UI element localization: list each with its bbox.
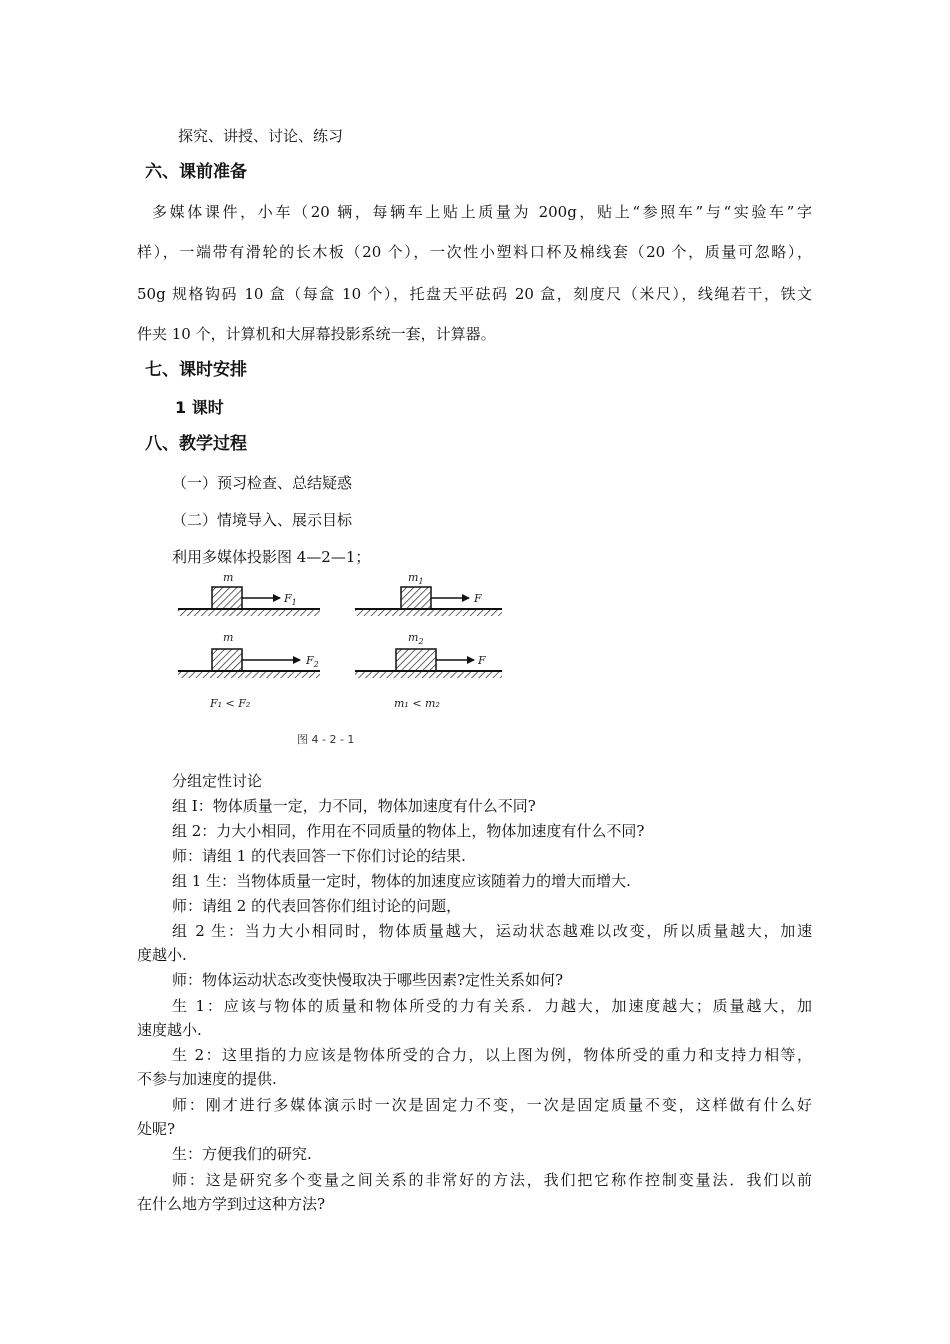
dialogue-line-8: 度越小.: [137, 946, 187, 964]
dialogue-line-5: 组 1 生：当物体质量一定时，物体的加速度应该随着力的增大而增大.: [172, 872, 631, 890]
figure-4-2-1: [172, 567, 507, 752]
step-1: （一）预习检查、总结疑惑: [172, 474, 353, 492]
label-f1: $F_1$: [284, 592, 297, 607]
dialogue-line-16: 生：方便我们的研究.: [172, 1145, 312, 1163]
label-f-bottom: F: [478, 654, 486, 667]
dialogue-line-11: 速度越小.: [137, 1021, 202, 1039]
section-8-heading: 八、教学过程: [145, 434, 247, 454]
section-6-heading: 六、课前准备: [145, 162, 247, 182]
label-m2: $m_2$: [408, 631, 424, 646]
force-mass-diagram: [172, 567, 507, 752]
block-m-bottom: [212, 649, 242, 671]
figure-caption: 图 4 - 2 - 1: [297, 733, 355, 746]
ground-hatch: [355, 610, 502, 616]
prep-line-3: 50g 规格钩码 10 盒（每盒 10 个），托盘天平砝码 20 盒，刻度尺（米尺），线绳若干，铁文: [137, 285, 812, 303]
dialogue-line-3: 组 2：力大小相同，作用在不同质量的物体上，物体加速度有什么不同?: [172, 822, 645, 840]
ground-hatch: [178, 610, 320, 616]
label-f2: $F_2$: [306, 654, 319, 669]
section-7-heading: 七、课时安排: [145, 360, 247, 380]
dialogue-line-9: 师：物体运动状态改变快慢取决于哪些因素?定性关系如何?: [172, 971, 564, 989]
step-2: （二）情境导入、展示目标: [172, 511, 353, 529]
label-m1: $m_1$: [408, 571, 424, 586]
prep-line-2: 样），一端带有滑轮的长木板（20 个），一次性小塑料口杯及棉线套（20 个，质量可忽略），: [137, 243, 812, 261]
panel-bottom-left: [178, 631, 320, 678]
dialogue-line-1: 分组定性讨论: [172, 772, 263, 790]
figure-intro: 利用多媒体投影图 4—2—1；: [172, 548, 371, 566]
dialogue-line-15: 处呢?: [137, 1120, 176, 1138]
dialogue-line-6: 师：请组 2 的代表回答你们组讨论的问题，: [172, 897, 462, 915]
dialogue-line-10: 生 1：应该与物体的质量和物体所受的力有关系．力越大，加速度越大；质量越大，加: [172, 997, 812, 1015]
block-m2: [396, 649, 436, 671]
comparison-forces: F₁ < F₂: [210, 697, 251, 710]
panel-top-right: [355, 571, 502, 616]
teaching-methods: 探究、讲授、讨论、练习: [178, 127, 344, 145]
dialogue-line-18: 在什么地方学到过这种方法?: [137, 1195, 326, 1213]
dialogue-line-7: 组 2 生：当力大小相同时，物体质量越大，运动状态越难以改变，所以质量越大，加速: [172, 922, 812, 940]
ground-hatch: [178, 672, 320, 678]
prep-line-4: 件夹 10 个，计算机和大屏幕投影系统一套，计算器。: [137, 325, 496, 343]
ground-hatch: [355, 672, 502, 678]
comparison-masses: m₁ < m₂: [394, 697, 440, 710]
label-f-top: F: [474, 592, 482, 605]
dialogue-line-4: 师：请组 1 的代表回答一下你们讨论的结果.: [172, 847, 466, 865]
dialogue-line-13: 不参与加速度的提供.: [137, 1070, 277, 1088]
dialogue-line-17: 师：这是研究多个变量之间关系的非常好的方法，我们把它称作控制变量法．我们以前: [172, 1171, 812, 1189]
dialogue-line-12: 生 2：这里指的力应该是物体所受的合力，以上图为例，物体所受的重力和支持力相等，: [172, 1046, 812, 1064]
prep-line-1: 多媒体课件，小车（20 辆，每辆车上贴上质量为 200g，贴上“参照车”与“实验车”字: [152, 203, 812, 221]
label-m-bottom: m: [223, 631, 234, 644]
dialogue-line-2: 组 I：物体质量一定，力不同，物体加速度有什么不同?: [172, 797, 536, 815]
lesson-count: 1 课时: [175, 398, 224, 417]
block-m: [212, 587, 242, 609]
dialogue-line-14: 师：刚才进行多媒体演示时一次是固定力不变，一次是固定质量不变，这样做有什么好: [172, 1096, 812, 1114]
block-m1: [401, 587, 431, 609]
panel-top-left: [178, 571, 320, 616]
label-m-top: m: [223, 571, 234, 584]
panel-bottom-right: [355, 631, 502, 678]
